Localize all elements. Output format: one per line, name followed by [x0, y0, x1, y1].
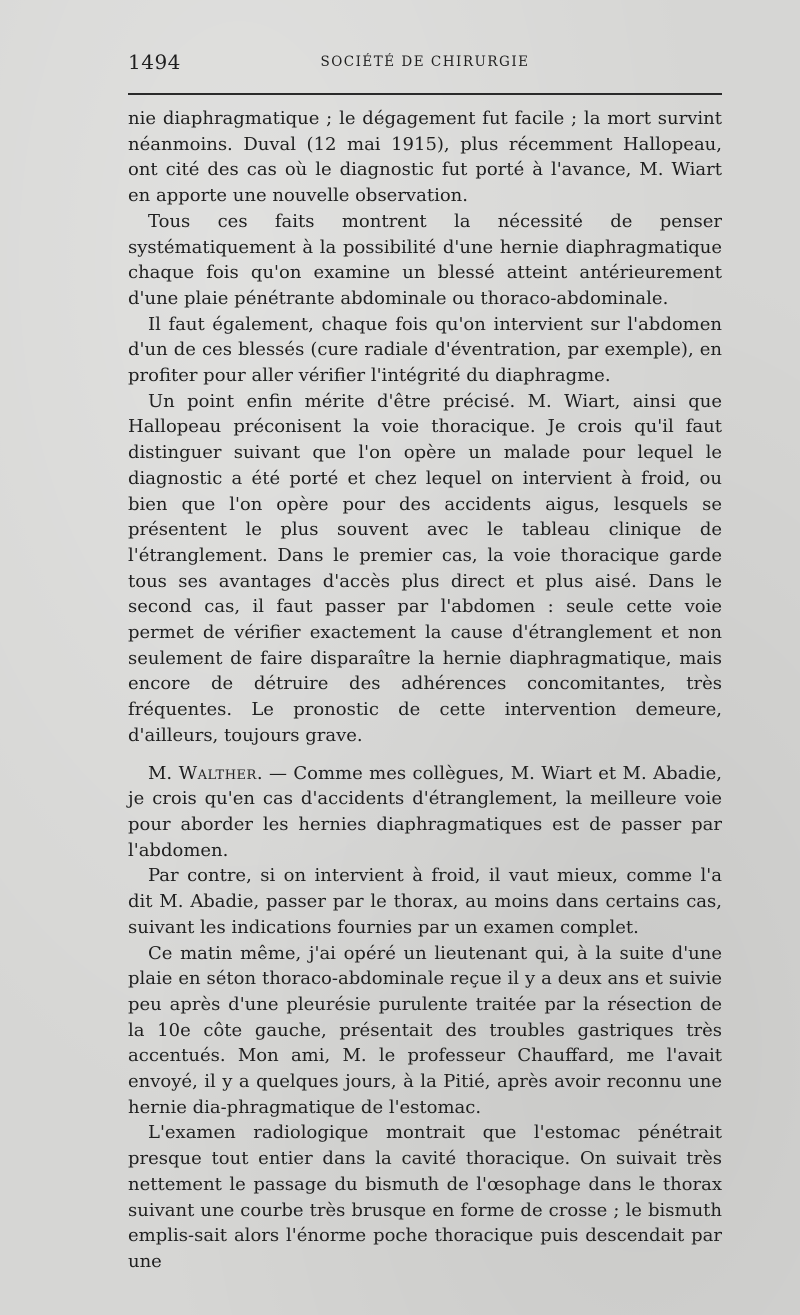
page-header — [128, 50, 722, 76]
paragraph: Un point enfin mérite d'être précisé. M. Wiart, ainsi que Hallopeau préconisent la voie thoracique. Je crois qu'il faut distinguer suivant que l'on opère un malade pour lequel le diagnostic a été porté et chez lequel on intervient à froid, ou bien que l'on opère pour des accidents aigus, lesquels se présentent le plus souvent avec le tableau clinique de l'étranglement. Dans le premier cas, la voie thoracique garde tous ses avantages d'accès plus direct et plus aisé. Dans le second cas, il faut passer par l'abdomen : seule cette voie permet de vérifier exactement la cause d'étranglement et non seulement de faire disparaître la hernie diaphragmatique, mais encore de détruire des adhérences concomitantes, très fréquentes. Le pronostic de cette intervention demeure, d'ailleurs, toujours grave. — [128, 390, 722, 746]
speaker-prefix: M. — [148, 762, 179, 784]
body-text — [128, 106, 722, 1275]
paragraph: Ce matin même, j'ai opéré un lieutenant qui, à la suite d'une plaie en séton thoraco-abdominale reçue il y a deux ans et suivie peu après d'une pleurésie purulente traitée par la résection de la 10e côte gauche, présentait des troubles gastriques très accentués. Mon ami, M. le professeur Chauffard, me l'avait envoyé, il y a quelques jours, à la Pitié, après avoir reconnu une hernie dia-phragmatique de l'estomac. — [128, 942, 722, 1118]
speaker-suffix: . — — [256, 762, 294, 784]
speaker-paragraph — [128, 761, 722, 864]
speaker-name: Walther — [178, 762, 257, 784]
header-rule — [128, 93, 722, 95]
paragraph: Il faut également, chaque fois qu'on intervient sur l'abdomen d'un de ces blessés (cure radiale d'éventration, par exemple), en profiter pour aller vérifier l'intégrité du diaphragme. — [128, 313, 722, 387]
paragraph: Par contre, si on intervient à froid, il vaut mieux, comme l'a dit M. Abadie, passer par le thorax, au moins dans certains cas, suivant les indications fournies par un examen complet. — [128, 865, 722, 938]
paragraph: nie diaphragmatique ; le dégagement fut facile ; la mort survint néanmoins. Duval (12 mai 1915), plus récemment Hallopeau, ont cité des cas où le diagnostic fut porté à l'avance, M. Wiart en apporte une nouvelle observation. — [128, 108, 722, 207]
page-number: 1494 — [128, 50, 181, 74]
speaker-text: Comme mes collègues, M. Wiart et M. Abadie, je crois qu'en cas d'accidents d'étranglement, la meilleure voie pour aborder les hernies diaphragmatiques est de passer par l'abdomen. — [128, 762, 722, 861]
running-head: SOCIÉTÉ DE CHIRURGIE — [320, 54, 530, 70]
paragraph: Tous ces faits montrent la nécessité de penser systématiquement à la possibilité d'une hernie diaphragmatique chaque fois qu'on examine un blessé atteint antérieurement d'une plaie pénétrante abdominale ou thoraco-abdominale. — [128, 210, 722, 309]
paragraph: L'examen radiologique montrait que l'estomac pénétrait presque tout entier dans la cavité thoracique. On suivait très nettement le passage du bismuth de l'œsophage dans le thorax suivant une courbe très brusque en forme de crosse ; le bismuth emplis-sait alors l'énorme poche thoracique puis descendait par une — [128, 1122, 722, 1272]
